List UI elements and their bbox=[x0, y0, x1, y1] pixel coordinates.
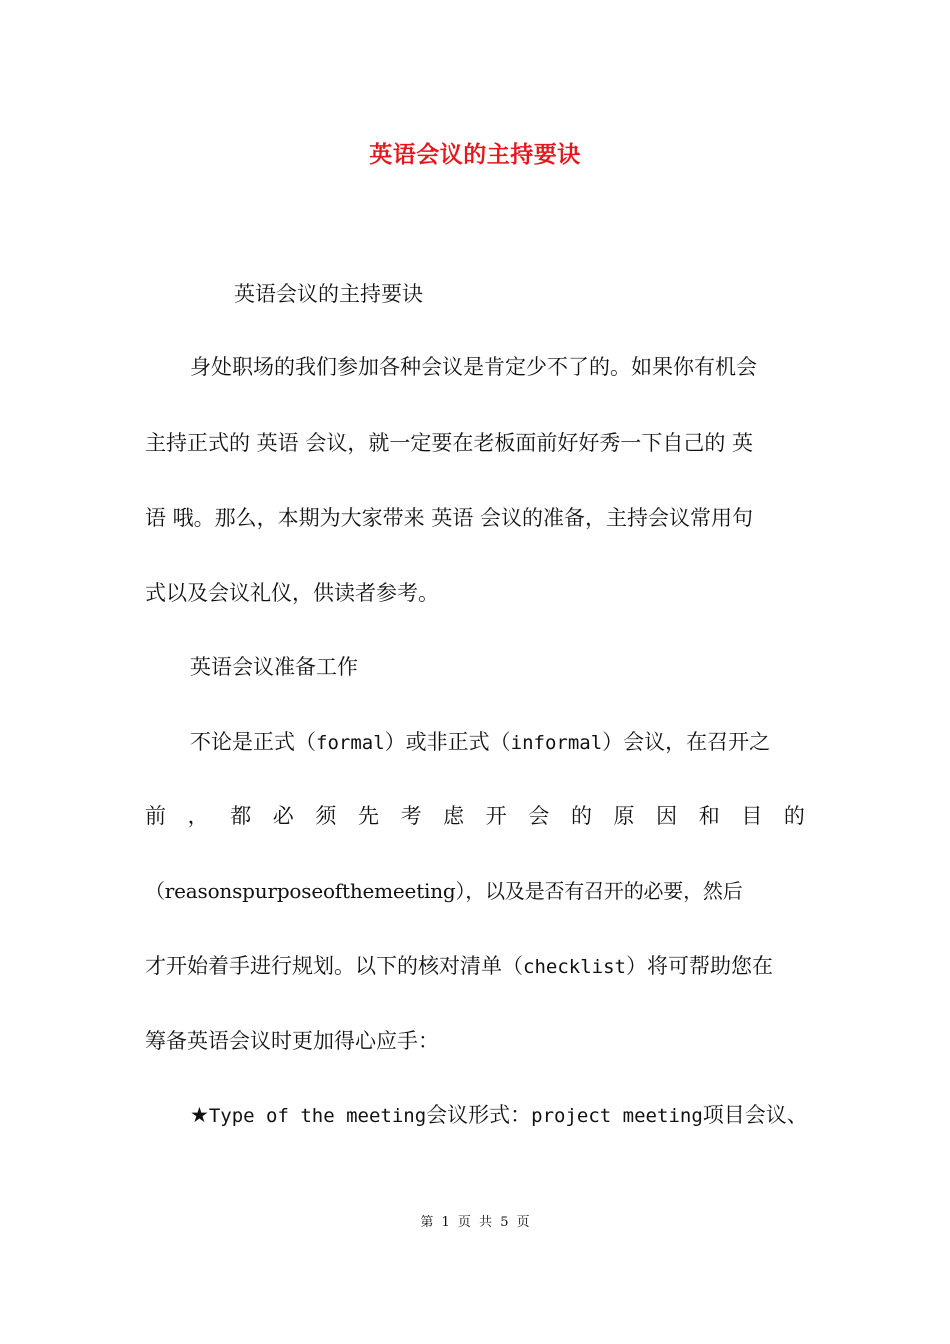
text-fragment: ）或非正式（ bbox=[384, 730, 511, 754]
paragraph2-line5: 筹备英语会议时更加得心应手： bbox=[145, 1029, 439, 1053]
char: 前 bbox=[145, 804, 166, 828]
char: 必 bbox=[272, 804, 294, 828]
bullet-item bbox=[190, 1103, 808, 1127]
char: 先 bbox=[357, 804, 379, 828]
paragraph2-line2 bbox=[145, 806, 805, 827]
paragraph1-line2: 主持正式的 英语 会议，就一定要在老板面前好好秀一下自己的 英 bbox=[145, 431, 754, 455]
char: 原 bbox=[613, 804, 635, 828]
page-footer: 第 1 页 共 5 页 bbox=[420, 1215, 530, 1230]
text-fragment: 项目会议、 bbox=[702, 1103, 808, 1127]
term-project-meeting: project meeting bbox=[531, 1105, 703, 1127]
char: 的 bbox=[570, 804, 592, 828]
char: ， bbox=[187, 804, 209, 828]
char: 考 bbox=[400, 804, 422, 828]
text-fragment: 才开始着手进行规划。以下的核对清单（ bbox=[145, 954, 523, 978]
text-fragment: ）将可帮助您在 bbox=[625, 954, 773, 978]
paragraph1-line4: 式以及会议礼仪，供读者参考。 bbox=[145, 581, 439, 605]
term-informal: informal bbox=[510, 732, 603, 754]
char: 会 bbox=[528, 804, 550, 828]
text-fragment: ）会议，在召开之 bbox=[602, 730, 771, 754]
char: 须 bbox=[315, 804, 337, 828]
paragraph1-line1: 身处职场的我们参加各种会议是肯定少不了的。如果你有机会 bbox=[190, 355, 757, 379]
term-checklist: checklist bbox=[523, 956, 626, 978]
paragraph2-line3: （reasonspurposeofthemeeting），以及是否有召开的必要，然后 bbox=[145, 879, 743, 903]
char: 开 bbox=[485, 804, 507, 828]
term-type-of-meeting: Type of the meeting bbox=[208, 1105, 427, 1127]
term-formal: formal bbox=[316, 732, 385, 754]
char: 的 bbox=[783, 804, 805, 828]
char: 都 bbox=[230, 804, 252, 828]
subtitle: 英语会议的主持要诀 bbox=[234, 282, 423, 306]
paragraph2-line1 bbox=[190, 732, 805, 753]
char: 因 bbox=[656, 804, 678, 828]
text-fragment: 会议形式： bbox=[426, 1103, 532, 1127]
paragraph2-line4 bbox=[145, 956, 805, 977]
document-title: 英语会议的主持要诀 bbox=[369, 141, 581, 168]
char: 和 bbox=[698, 804, 720, 828]
char: 虑 bbox=[443, 804, 465, 828]
paragraph1-line3: 语 哦。那么，本期为大家带来 英语 会议的准备，主持会议常用句 bbox=[145, 506, 754, 530]
section-heading: 英语会议准备工作 bbox=[190, 655, 358, 679]
star-icon: ★ bbox=[190, 1103, 209, 1127]
char: 目 bbox=[741, 804, 763, 828]
text-fragment: 不论是正式（ bbox=[190, 730, 316, 754]
